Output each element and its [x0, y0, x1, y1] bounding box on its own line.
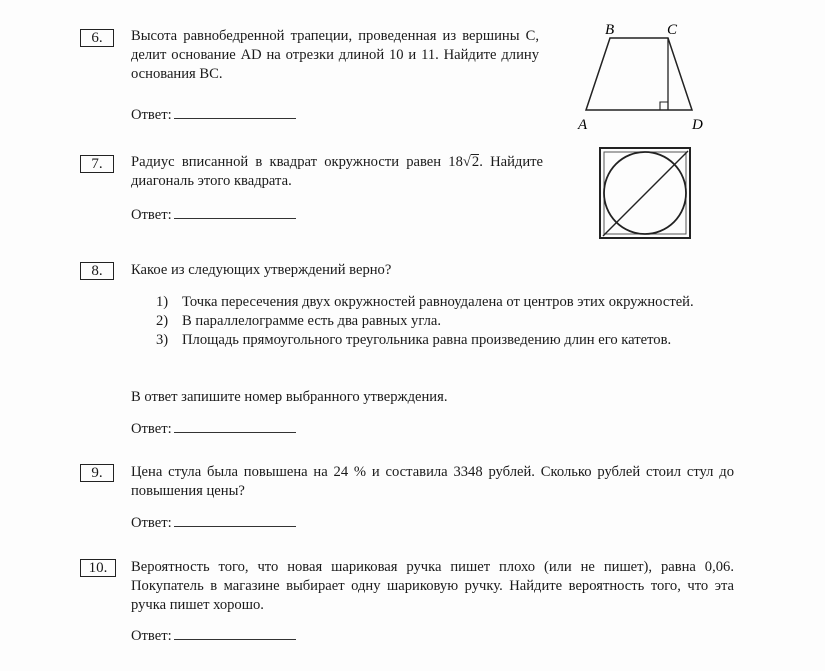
answer-field[interactable]	[131, 627, 296, 645]
problem-number: 6.	[80, 29, 114, 47]
answer-label: Ответ:	[131, 107, 172, 123]
option-number: 1)	[156, 294, 169, 310]
answer-line[interactable]	[174, 420, 296, 433]
answer-field[interactable]	[131, 106, 296, 124]
problem-text-after: . Найдите диагональ этого квадрата.	[131, 154, 543, 189]
option-2	[156, 312, 734, 331]
problem-text: Цена стула была повышена на 24 % и составила 3348 рублей. Сколько рублей стоил стул до повышения цены?	[131, 464, 734, 499]
answer-label: Ответ:	[131, 628, 172, 644]
problem-number: 7.	[80, 155, 114, 173]
answer-line[interactable]	[174, 514, 296, 527]
option-number: 2)	[156, 313, 169, 329]
option-3	[156, 331, 734, 350]
answer-line[interactable]	[174, 106, 296, 119]
answer-label: Ответ:	[131, 207, 172, 223]
option-text: Площадь прямоугольного треугольника равна произведению длин его катетов.	[182, 332, 672, 348]
option-1	[156, 293, 734, 312]
option-text: В параллелограмме есть два равных угла.	[182, 313, 441, 329]
problem-text: Вероятность того, что новая шариковая ручка пишет плохо (или не пишет), равна 0,06. Покупатель в магазине выбирает одну шариковую ручку. Найдите вероятность того, что эта ручка пишет хорошо.	[131, 559, 734, 613]
problem-text: Радиус вписанной в квадрат окружности равен 18√2. Найдите диагональ этого квадрата.	[131, 154, 543, 189]
option-number: 3)	[156, 332, 169, 348]
problem-text: Высота равнобедренной трапеции, проведенная из вершины C, делит основание AD на отрезки длиной 10 и 11. Найдите длину основания BC.	[131, 28, 539, 82]
trapezoid-figure	[572, 18, 722, 136]
trapezoid-shape	[586, 38, 692, 110]
answer-label: Ответ:	[131, 515, 172, 531]
right-angle-mark	[660, 102, 668, 110]
answer-label: Ответ:	[131, 421, 172, 437]
option-text: Точка пересечения двух окружностей равноудалена от центров этих окружностей.	[182, 294, 694, 310]
vertex-label-a: A	[578, 117, 588, 133]
answer-line[interactable]	[174, 627, 296, 640]
answer-field[interactable]	[131, 420, 296, 438]
problem-number: 9.	[80, 464, 114, 482]
vertex-label-d: D	[692, 117, 703, 133]
outer-square	[600, 148, 690, 238]
sqrt-argument: 2	[471, 154, 480, 170]
inscribed-circle-figure	[598, 146, 694, 242]
options-list	[156, 293, 734, 350]
problem-number: 8.	[80, 262, 114, 280]
answer-line[interactable]	[174, 206, 296, 219]
inscribed-circle	[604, 152, 686, 234]
instruction-text: В ответ запишите номер выбранного утверждения.	[131, 389, 448, 405]
vertex-label-c: C	[667, 22, 678, 38]
answer-field[interactable]	[131, 514, 296, 532]
problem-number: 10.	[80, 559, 116, 577]
problem-question: Какое из следующих утверждений верно?	[131, 262, 392, 278]
problem-text-before: Радиус вписанной в квадрат окружности равен 18	[131, 154, 463, 170]
answer-field[interactable]	[131, 206, 296, 224]
vertex-label-b: B	[605, 22, 615, 38]
